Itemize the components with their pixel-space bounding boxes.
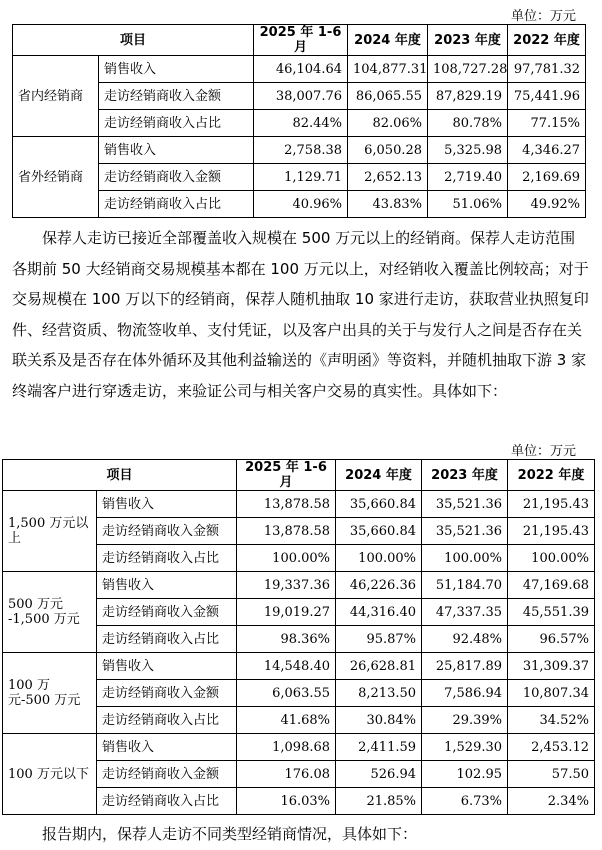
value-cell: 16.03% bbox=[237, 788, 336, 815]
value-cell: 6,063.55 bbox=[237, 680, 336, 707]
value-cell: 96.57% bbox=[508, 626, 595, 653]
value-cell: 6,050.28 bbox=[348, 137, 428, 164]
value-cell: 30.84% bbox=[336, 707, 422, 734]
value-cell: 41.68% bbox=[237, 707, 336, 734]
value-cell: 2,719.40 bbox=[428, 164, 508, 191]
row-item-label: 销售收入 bbox=[97, 572, 237, 599]
row-item-label: 走访经销商收入金额 bbox=[97, 599, 237, 626]
value-cell: 2,758.38 bbox=[254, 137, 348, 164]
value-cell: 100.00% bbox=[422, 545, 508, 572]
header-item: 项目 bbox=[3, 460, 237, 491]
value-cell: 26,628.81 bbox=[336, 653, 422, 680]
value-cell: 1,129.71 bbox=[254, 164, 348, 191]
row-item-label: 走访经销商收入占比 bbox=[99, 191, 254, 218]
value-cell: 13,878.58 bbox=[237, 518, 336, 545]
value-cell: 104,877.31 bbox=[348, 56, 428, 83]
row-item-label: 走访经销商收入金额 bbox=[99, 164, 254, 191]
value-cell: 1,098.68 bbox=[237, 734, 336, 761]
value-cell: 57.50 bbox=[508, 761, 595, 788]
header-2023: 2023 年度 bbox=[428, 25, 508, 56]
value-cell: 2,453.12 bbox=[508, 734, 595, 761]
row-item-label: 销售收入 bbox=[99, 56, 254, 83]
value-cell: 31,309.37 bbox=[508, 653, 595, 680]
value-cell: 49.92% bbox=[508, 191, 586, 218]
value-cell: 2.34% bbox=[508, 788, 595, 815]
value-cell: 2,411.59 bbox=[336, 734, 422, 761]
value-cell: 2,169.69 bbox=[508, 164, 586, 191]
value-cell: 51,184.70 bbox=[422, 572, 508, 599]
value-cell: 4,346.27 bbox=[508, 137, 586, 164]
group-label: 100 万元-500 万元 bbox=[3, 653, 97, 734]
value-cell: 10,807.34 bbox=[508, 680, 595, 707]
value-cell: 43.83% bbox=[348, 191, 428, 218]
value-cell: 21,195.43 bbox=[508, 518, 595, 545]
value-cell: 5,325.98 bbox=[428, 137, 508, 164]
table-row bbox=[3, 734, 595, 761]
value-cell: 47,337.35 bbox=[422, 599, 508, 626]
value-cell: 19,337.36 bbox=[237, 572, 336, 599]
row-item-label: 走访经销商收入占比 bbox=[97, 788, 237, 815]
value-cell: 100.00% bbox=[508, 545, 595, 572]
value-cell: 1,529.30 bbox=[422, 734, 508, 761]
header-2024: 2024 年度 bbox=[336, 460, 422, 491]
value-cell: 100.00% bbox=[336, 545, 422, 572]
table-row bbox=[13, 83, 586, 110]
value-cell: 35,660.84 bbox=[336, 491, 422, 518]
header-2024: 2024 年度 bbox=[348, 25, 428, 56]
group-label: 500 万元 -1,500 万元 bbox=[3, 572, 97, 653]
value-cell: 21.85% bbox=[336, 788, 422, 815]
table-header-row bbox=[13, 25, 586, 56]
value-cell: 21,195.43 bbox=[508, 491, 595, 518]
value-cell: 40.96% bbox=[254, 191, 348, 218]
value-cell: 19,019.27 bbox=[237, 599, 336, 626]
group-label: 100 万元以下 bbox=[3, 734, 97, 815]
value-cell: 98.36% bbox=[237, 626, 336, 653]
value-cell: 47,169.68 bbox=[508, 572, 595, 599]
unit-label: 单位：万元 bbox=[510, 9, 576, 24]
row-item-label: 走访经销商收入占比 bbox=[99, 110, 254, 137]
group-label: 1,500 万元以上 bbox=[3, 491, 97, 572]
value-cell: 77.15% bbox=[508, 110, 586, 137]
row-item-label: 走访经销商收入占比 bbox=[97, 707, 237, 734]
table-row bbox=[13, 110, 586, 137]
header-2023: 2023 年度 bbox=[422, 460, 508, 491]
group-label: 省内经销商 bbox=[13, 56, 99, 137]
value-cell: 38,007.76 bbox=[254, 83, 348, 110]
row-item-label: 走访经销商收入金额 bbox=[97, 680, 237, 707]
value-cell: 8,213.50 bbox=[336, 680, 422, 707]
body-paragraph: 报告期内，保荐人走访不同类型经销商情况，具体如下： bbox=[42, 825, 418, 843]
row-item-label: 销售收入 bbox=[97, 734, 237, 761]
value-cell: 97,781.32 bbox=[508, 56, 586, 83]
value-cell: 108,727.28 bbox=[428, 56, 508, 83]
row-item-label: 走访经销商收入占比 bbox=[97, 545, 237, 572]
header-2022: 2022 年度 bbox=[508, 25, 586, 56]
value-cell: 35,660.84 bbox=[336, 518, 422, 545]
value-cell: 44,316.40 bbox=[336, 599, 422, 626]
row-item-label: 走访经销商收入金额 bbox=[97, 761, 237, 788]
table-row bbox=[13, 56, 586, 83]
table-row bbox=[3, 491, 595, 518]
value-cell: 51.06% bbox=[428, 191, 508, 218]
value-cell: 14,548.40 bbox=[237, 653, 336, 680]
header-2022: 2022 年度 bbox=[508, 460, 595, 491]
dealer-region-table bbox=[12, 24, 586, 218]
row-item-label: 销售收入 bbox=[99, 137, 254, 164]
row-item-label: 走访经销商收入占比 bbox=[97, 626, 237, 653]
value-cell: 102.95 bbox=[422, 761, 508, 788]
table-row bbox=[13, 137, 586, 164]
value-cell: 86,065.55 bbox=[348, 83, 428, 110]
table-header-row bbox=[3, 460, 595, 491]
unit-label: 单位：万元 bbox=[510, 444, 576, 459]
row-item-label: 走访经销商收入金额 bbox=[97, 518, 237, 545]
row-item-label: 销售收入 bbox=[97, 491, 237, 518]
value-cell: 13,878.58 bbox=[237, 491, 336, 518]
header-2025h1: 2025 年 1-6 月 bbox=[254, 25, 348, 56]
table-row bbox=[3, 653, 595, 680]
value-cell: 82.44% bbox=[254, 110, 348, 137]
value-cell: 526.94 bbox=[336, 761, 422, 788]
value-cell: 46,104.64 bbox=[254, 56, 348, 83]
value-cell: 35,521.36 bbox=[422, 491, 508, 518]
group-label: 省外经销商 bbox=[13, 137, 99, 218]
header-2025h1: 2025 年 1-6 月 bbox=[237, 460, 336, 491]
dealer-scale-table bbox=[2, 459, 595, 815]
value-cell: 95.87% bbox=[336, 626, 422, 653]
value-cell: 80.78% bbox=[428, 110, 508, 137]
table-row bbox=[13, 164, 586, 191]
value-cell: 75,441.96 bbox=[508, 83, 586, 110]
value-cell: 87,829.19 bbox=[428, 83, 508, 110]
value-cell: 45,551.39 bbox=[508, 599, 595, 626]
header-item: 项目 bbox=[13, 25, 254, 56]
value-cell: 7,586.94 bbox=[422, 680, 508, 707]
table-row bbox=[3, 572, 595, 599]
value-cell: 6.73% bbox=[422, 788, 508, 815]
value-cell: 82.06% bbox=[348, 110, 428, 137]
value-cell: 46,226.36 bbox=[336, 572, 422, 599]
value-cell: 25,817.89 bbox=[422, 653, 508, 680]
value-cell: 2,652.13 bbox=[348, 164, 428, 191]
value-cell: 176.08 bbox=[237, 761, 336, 788]
value-cell: 29.39% bbox=[422, 707, 508, 734]
row-item-label: 走访经销商收入金额 bbox=[99, 83, 254, 110]
row-item-label: 销售收入 bbox=[97, 653, 237, 680]
body-paragraph: 保荐人走访已接近全部覆盖收入规模在 500 万元以上的经销商。保荐人走访范围各期前 50 大经销商交易规模基本都在 100 万元以上，对经销收入覆盖比例较高；对于交易规模在 100 万以下的经销商，保荐人随机抽取 10 家进行走访，获取营业执照复印件、经营资质、物流签收单、支付凭证，以及客户出具的关于与发行人之间是否存在关联关系及是否存在体外循环及其他利益输送的《声明函》等资料，并随机抽取下游 3 家终端客户进行穿透走访，来验证公司与相关客户交易的真实性。具体如下： bbox=[12, 229, 589, 400]
table-row bbox=[13, 191, 586, 218]
value-cell: 100.00% bbox=[237, 545, 336, 572]
value-cell: 92.48% bbox=[422, 626, 508, 653]
value-cell: 34.52% bbox=[508, 707, 595, 734]
value-cell: 35,521.36 bbox=[422, 518, 508, 545]
